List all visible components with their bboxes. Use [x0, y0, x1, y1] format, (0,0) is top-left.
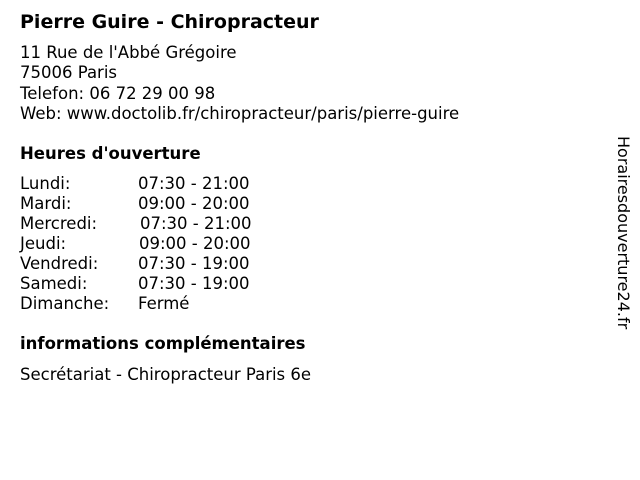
additional-info-heading: informations complémentaires: [20, 334, 306, 353]
day-label: Jeudi:: [20, 234, 67, 253]
time-range: 07:30 - 21:00: [138, 174, 250, 193]
city-postcode: 75006 Paris: [20, 63, 118, 83]
day-label: Mardi:: [20, 194, 72, 213]
day-label: Dimanche:: [20, 294, 110, 313]
day-label: Vendredi:: [20, 254, 99, 273]
business-title: Pierre Guire - Chiropracteur: [20, 11, 319, 33]
phone-line: Telefon: 06 72 29 00 98: [20, 83, 216, 103]
time-range: 09:00 - 20:00: [138, 194, 250, 213]
street-address: 11 Rue de l'Abbé Grégoire: [20, 43, 237, 62]
day-label: Samedi:: [20, 274, 88, 293]
time-range: 07:30 - 19:00: [138, 274, 250, 293]
website-line: Web: www.doctolib.fr/chiropracteur/paris/pierre-guire: [20, 104, 460, 124]
time-range: Fermé: [138, 294, 190, 313]
time-range: 07:30 - 19:00: [138, 254, 250, 273]
time-range: 07:30 - 21:00: [140, 214, 252, 233]
day-label: Lundi:: [20, 174, 71, 193]
contact-block: [20, 43, 459, 125]
site-watermark: Horairesdouverture24.fr: [614, 136, 633, 330]
time-range: 09:00 - 20:00: [139, 234, 251, 253]
opening-hours-heading: Heures d'ouverture: [20, 144, 201, 163]
additional-info-text: Secrétariat - Chiropracteur Paris 6e: [20, 365, 312, 384]
day-label: Mercredi:: [20, 214, 98, 233]
